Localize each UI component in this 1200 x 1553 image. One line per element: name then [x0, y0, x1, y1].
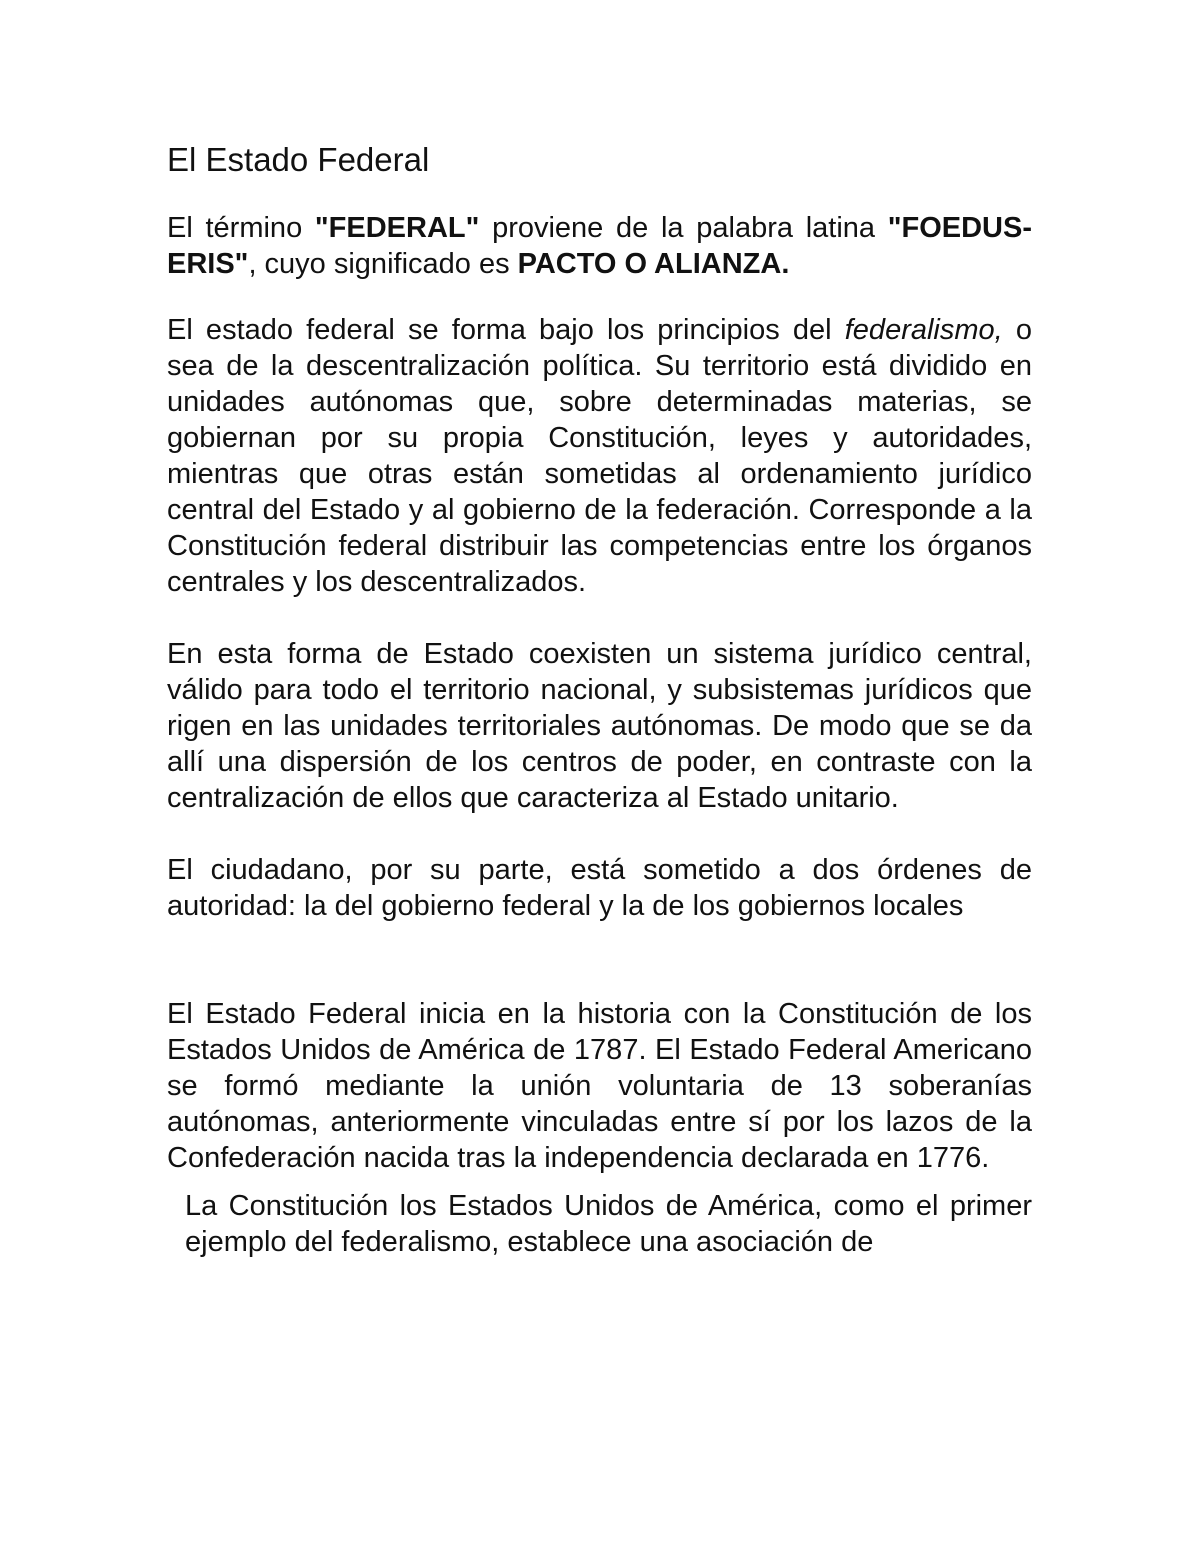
bold-term-foedus-eris: "FOEDUS-ERIS" — [167, 212, 1032, 280]
italic-term-federalismo: federalismo, — [844, 314, 1003, 346]
bold-term-federal: "FEDERAL" — [314, 212, 480, 244]
document-title: El Estado Federal — [167, 141, 430, 178]
paragraph-history: El Estado Federal inicia en la historia con la Constitución de los Estados Unidos de América de 1787. El Estado Federal Americano se formó mediante la unión voluntaria de 13 soberanías autónomas, anteriormente vinculadas entre sí por los lazos de la Confederación nacida tras la independencia declarada en 1776. — [167, 998, 1032, 1174]
text-span: o sea de la descentralización política. Su territorio está dividido en unidades autónomas que, sobre determinadas materias, se gobiernan por su propia Constitución, leyes y autoridades, mientras que otras están sometidas al ordenamiento jurídico central del Estado y al gobierno de la federación. Corresponde a la Constitución federal distribuir las competencias entre los órganos centrales y los descentralizados. — [167, 314, 1032, 598]
text-span: , cuyo significado es — [248, 248, 518, 280]
text-span: proviene de la palabra latina — [479, 212, 888, 244]
paragraph-federal-state — [167, 312, 1032, 600]
document-page — [167, 140, 1032, 1260]
text-span: El estado federal se forma bajo los principios del — [167, 314, 845, 346]
bold-term-pacto-alianza: PACTO O ALIANZA. — [517, 248, 790, 280]
paragraph-citizen: El ciudadano, por su parte, está sometido a dos órdenes de autoridad: la del gobierno federal y la de los gobiernos locales — [167, 854, 1032, 922]
paragraph-legal-systems: En esta forma de Estado coexisten un sistema jurídico central, válido para todo el territorio nacional, y subsistemas jurídicos que rigen en las unidades territoriales autónomas. De modo que se da allí una dispersión de los centros de poder, en contraste con la centralización de ellos que caracteriza al Estado unitario. — [167, 638, 1032, 814]
text-span: El término — [167, 212, 315, 244]
paragraph-etymology — [167, 210, 1032, 282]
paragraph-constitution: La Constitución los Estados Unidos de América, como el primer ejemplo del federalismo, establece una asociación de — [185, 1190, 1032, 1258]
